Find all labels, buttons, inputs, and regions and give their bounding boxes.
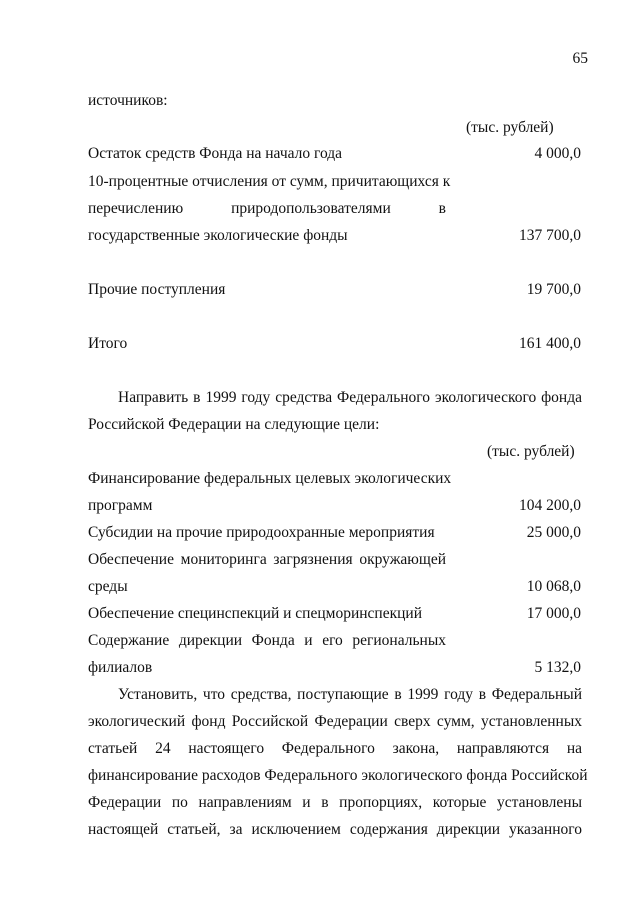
spending-label-monitoring-line-2: среды (88, 578, 128, 595)
intro-text: источников: (88, 92, 168, 109)
source-amount-opening-balance: 4 000,0 (534, 145, 581, 162)
closing-line-2: экологический фонд Российской Федерации сверх сумм, установленных (88, 713, 582, 730)
source-amount-other-income: 19 700,0 (526, 281, 581, 298)
source-label-deductions-line-2: перечислению природопользователями в (88, 200, 446, 217)
spending-label-monitoring-line-1: Обеспечение мониторинга загрязнения окружающей (88, 551, 446, 568)
unit-label-spending: (тыс. рублей) (487, 443, 575, 460)
source-label-opening-balance: Остаток средств Фонда на начало года (88, 145, 343, 162)
source-label-other-income: Прочие поступления (88, 281, 226, 298)
spending-amount-monitoring: 10 068,0 (526, 578, 581, 595)
closing-line-4: финансирование расходов Федерального экологического фонда Российской (88, 767, 588, 784)
spending-label-programs-line-1: Финансирование федеральных целевых экологических (88, 470, 452, 487)
page-number: 65 (572, 50, 588, 67)
sources-total-label: Итого (88, 335, 128, 352)
closing-line-3: статьей 24 настоящего Федерального закона, направляются на (88, 740, 582, 757)
spending-amount-programs: 104 200,0 (519, 497, 581, 514)
spending-amount-inspections: 17 000,0 (526, 605, 581, 622)
spending-amount-directorate: 5 132,0 (534, 659, 581, 676)
closing-line-5: Федерации по направлениям и в пропорциях, которые установлены (88, 794, 582, 811)
spending-amount-subsidies: 25 000,0 (526, 524, 581, 541)
directive-line-1: Направить в 1999 году средства Федерального экологического фонда (118, 389, 582, 406)
spending-label-directorate-line-1: Содержание дирекции Фонда и его региональных (88, 632, 446, 649)
sources-total-amount: 161 400,0 (519, 335, 581, 352)
directive-line-2: Российской Федерации на следующие цели: (88, 416, 380, 433)
spending-label-inspections: Обеспечение специнспекций и спецморинспекций (88, 605, 422, 622)
spending-label-directorate-line-2: филиалов (88, 659, 153, 676)
source-label-deductions-line-3: государственные экологические фонды (88, 227, 348, 244)
spending-label-subsidies: Субсидии на прочие природоохранные мероприятия (88, 524, 435, 541)
source-amount-deductions: 137 700,0 (519, 227, 581, 244)
source-label-deductions-line-1: 10-процентные отчисления от сумм, причитающихся к (88, 173, 451, 190)
closing-line-6: настоящей статьей, за исключением содержания дирекции указанного (88, 821, 582, 838)
spending-label-programs-line-2: программ (88, 497, 153, 514)
closing-line-1: Установить, что средства, поступающие в 1999 году в Федеральный (118, 686, 582, 703)
unit-label-sources: (тыс. рублей) (466, 119, 554, 136)
